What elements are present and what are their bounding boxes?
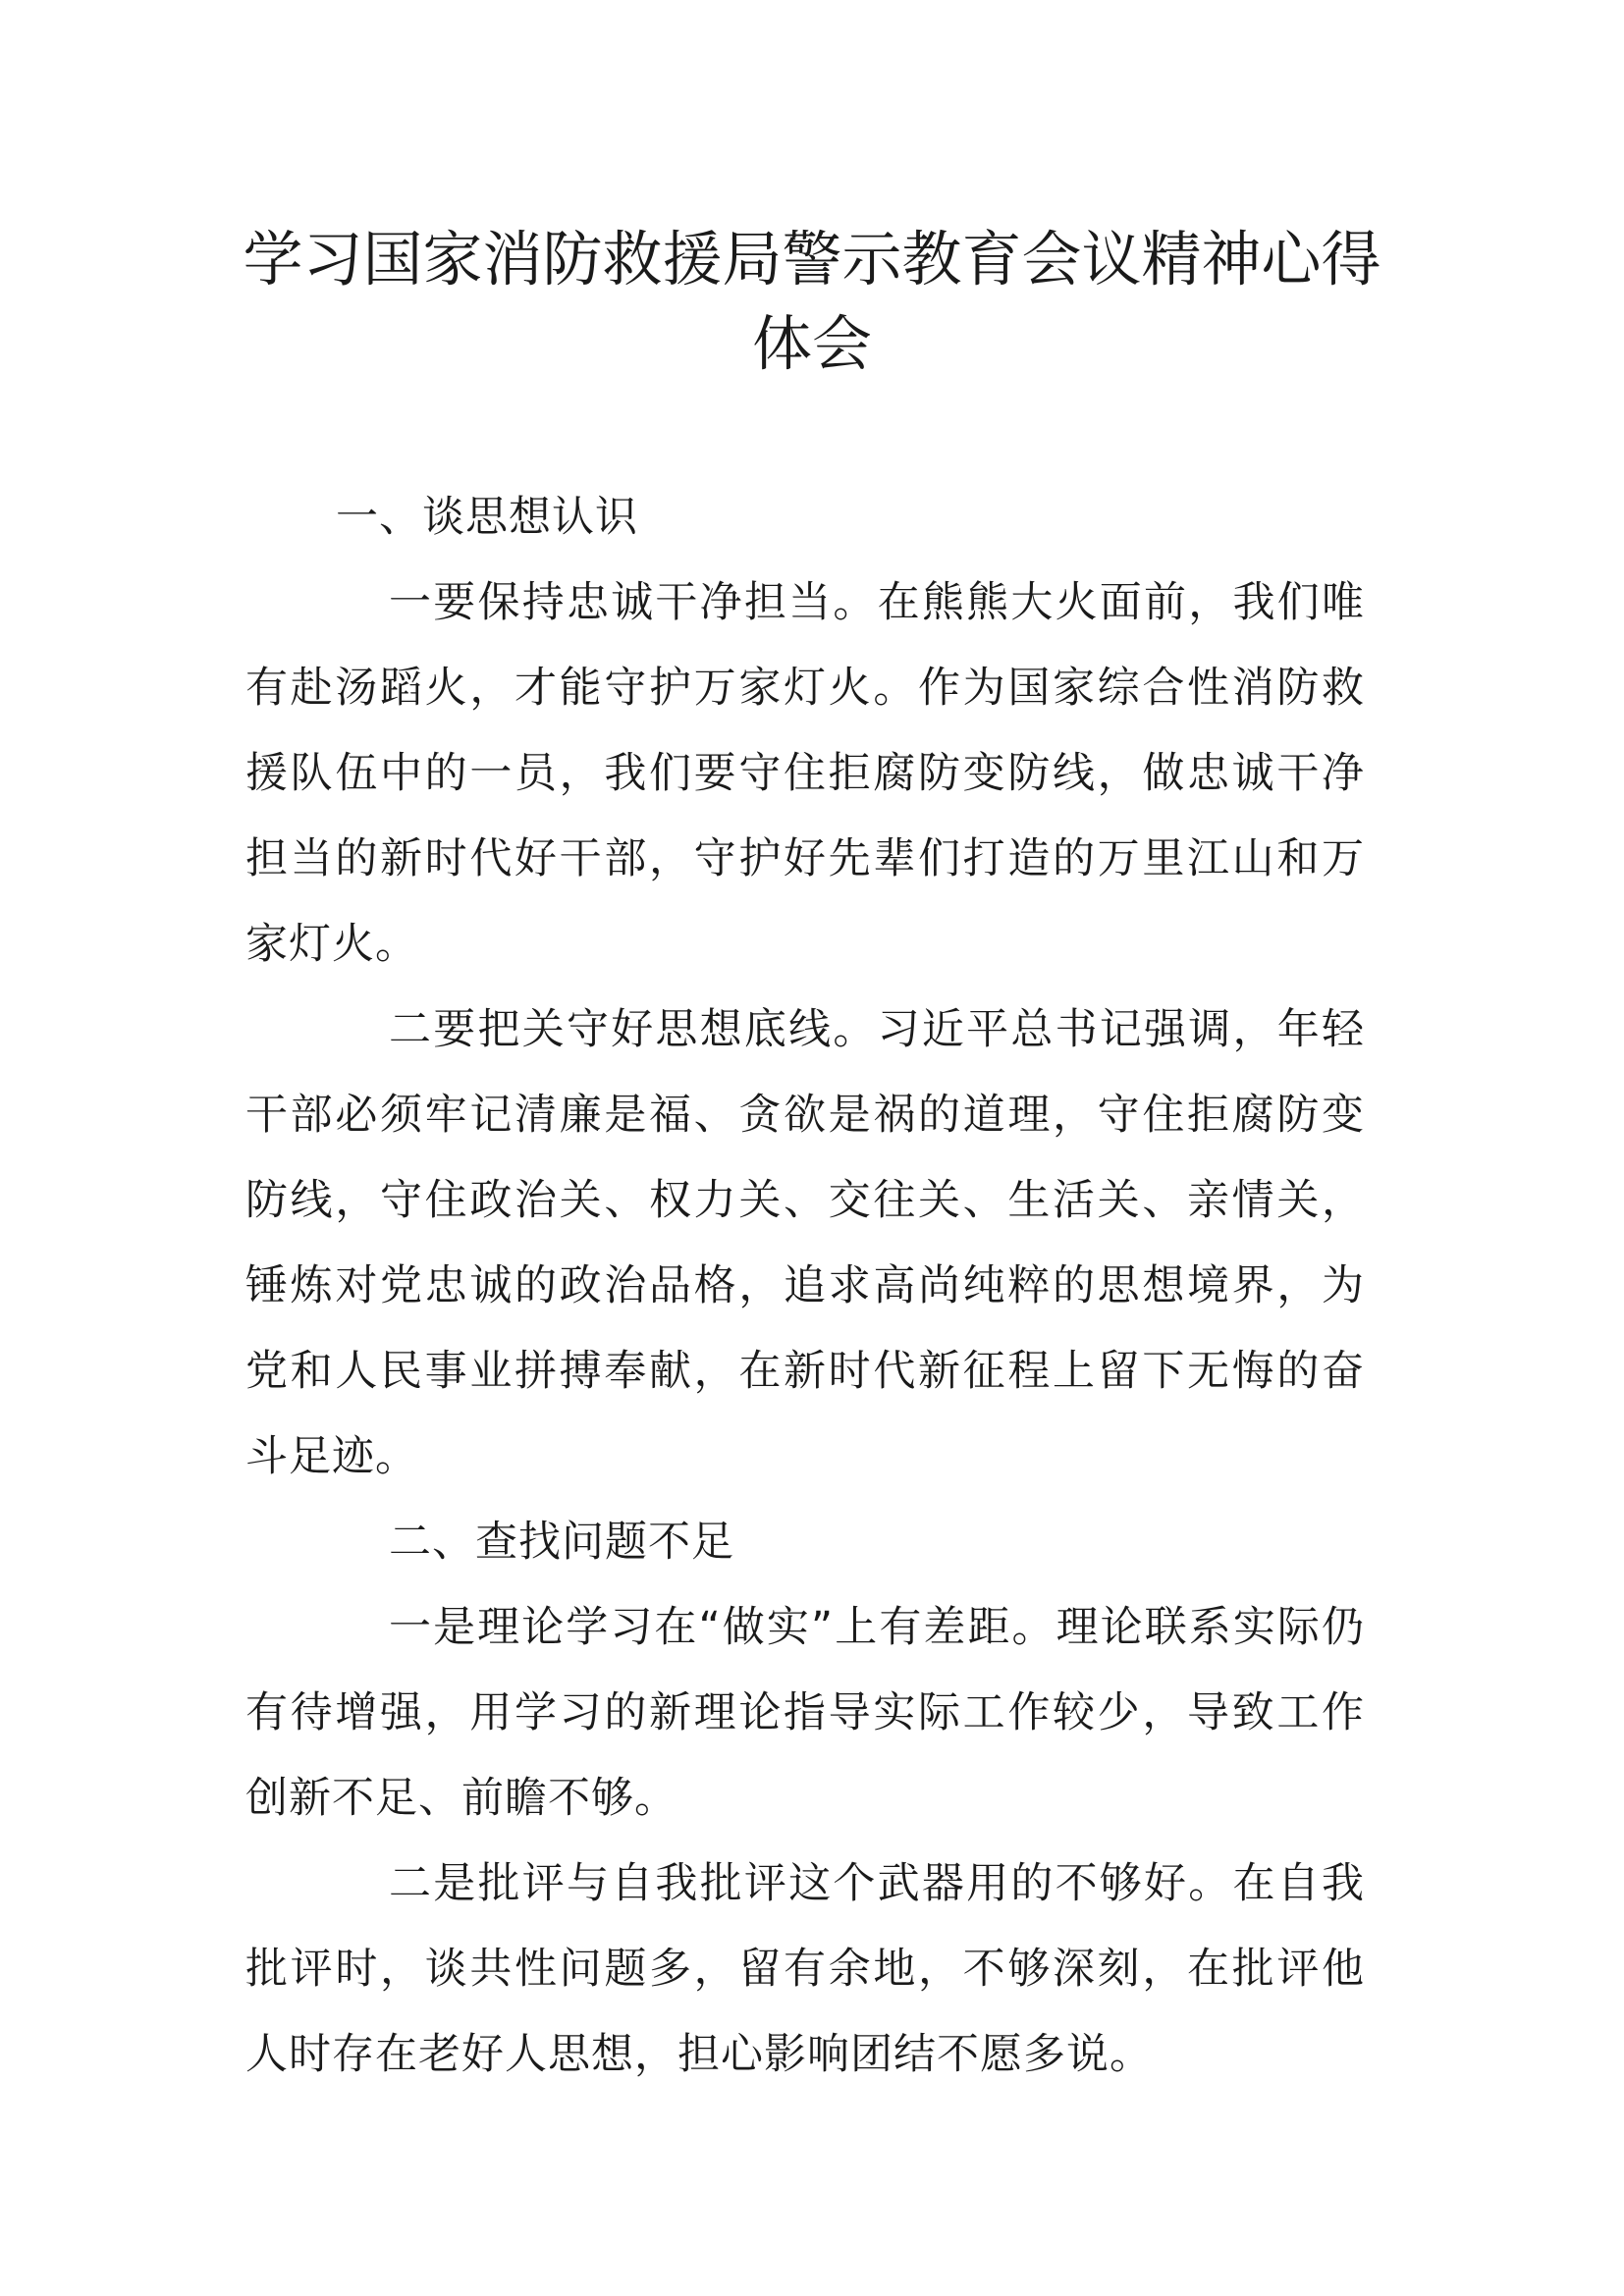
paragraph: 二是批评与自我批评这个武器用的不够好。在自我批评时，谈共性问题多，留有余地，不够深刻，在批评他人时存在老好人思想，担心影响团结不愿多说。 [245, 1859, 1365, 2079]
section-heading-2: 二、查找问题不足 [389, 1518, 734, 1567]
paragraph: 一要保持忠诚干净担当。在熊熊大火面前，我们唯有赴汤蹈火，才能守护万家灯火。作为国家综合性消防救援队伍中的一员，我们要守住拒腐防变防线，做忠诚干净担当的新时代好干部，守护好先辈们打造的万里江山和万家灯火。 [245, 578, 1365, 969]
paragraph: 二要把关守好思想底线。习近平总书记强调，年轻干部必须牢记清廉是福、贪欲是祸的道理，守住拒腐防变防线，守住政治关、权力关、交往关、生活关、亲情关，锤炼对党忠诚的政治品格，追求高尚纯粹的思想境界，为党和人民事业拼搏奉献，在新时代新征程上留下无悔的奋斗足迹。 [245, 1005, 1365, 1481]
document-body [245, 475, 1365, 2098]
section-heading-1: 一、谈思想认识 [336, 493, 638, 542]
document-title: 学习国家消防救援局警示教育会议精神心得体会 [243, 225, 1381, 379]
paragraph: 一是理论学习在“做实”上有差距。理论联系实际仍有待增强，用学习的新理论指导实际工作较少，导致工作创新不足、前瞻不够。 [245, 1603, 1365, 1823]
